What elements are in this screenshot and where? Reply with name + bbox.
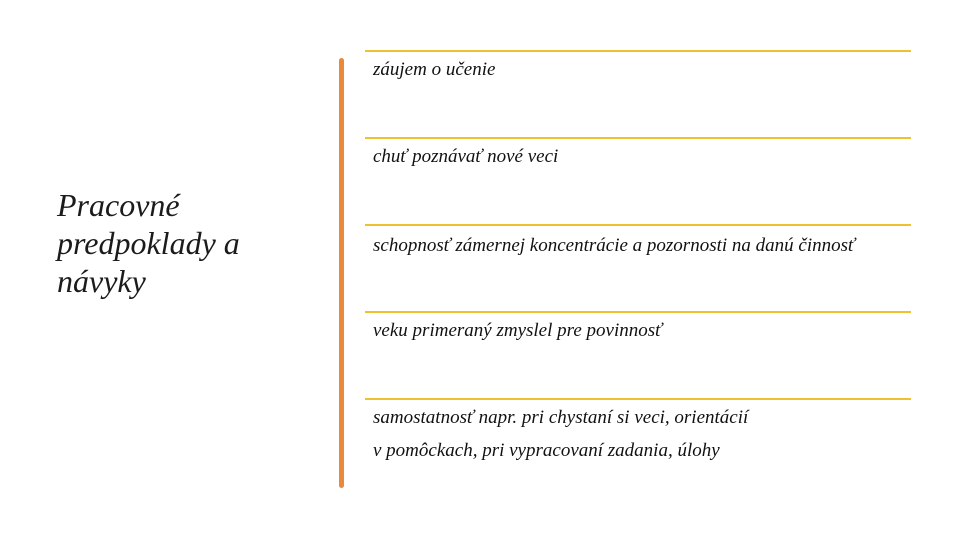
list-item xyxy=(365,311,911,341)
vertical-divider xyxy=(339,58,344,488)
list-item xyxy=(365,50,911,80)
list-item-text-line-1: samostatnosť napr. pri chystaní si veci, orientácií xyxy=(373,407,749,428)
list-item xyxy=(365,224,911,256)
list-item-text: veku primeraný zmyslel pre povinnosť xyxy=(373,320,663,341)
list-item-text: chuť poznávať nové veci xyxy=(373,146,559,167)
list-item-text-line-2: v pomôckach, pri vypracovaní zadania, úlohy xyxy=(373,440,720,461)
slide-title: Pracovné predpoklady a návyky xyxy=(57,187,240,299)
list-item-text: schopnosť zámernej koncentrácie a pozornosti na danú činnosť xyxy=(373,235,855,256)
list-item-text: záujem o učenie xyxy=(373,59,496,80)
list-item xyxy=(365,398,911,461)
list-item xyxy=(365,137,911,167)
